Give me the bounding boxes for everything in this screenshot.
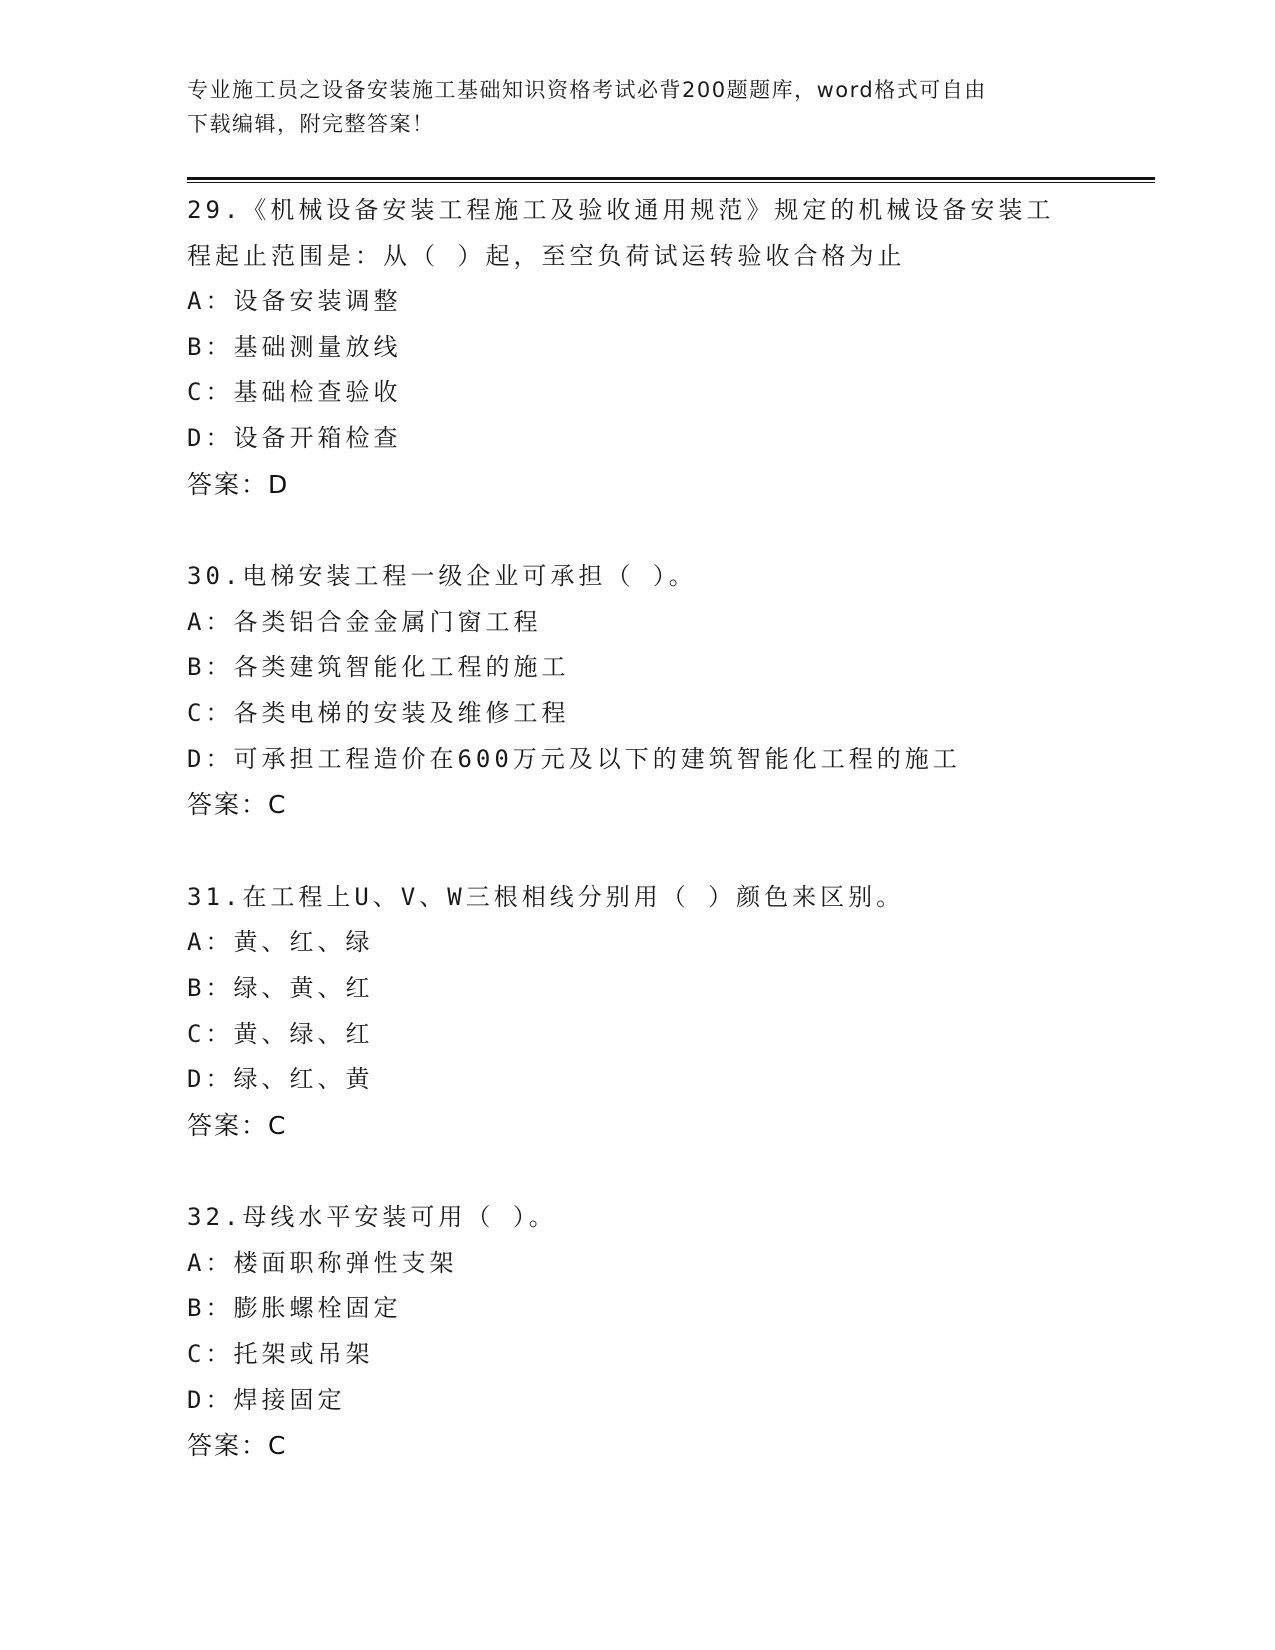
question-list bbox=[187, 188, 1087, 1516]
answer-value: C bbox=[268, 1110, 288, 1140]
answer-value: C bbox=[268, 1431, 288, 1461]
question-stem: 30.电梯安装工程一级企业可承担（ ）。 bbox=[187, 562, 697, 591]
header-line-2: 下载编辑，附完整答案！ bbox=[187, 112, 435, 136]
option-b: B：膨胀螺栓固定 bbox=[187, 1294, 402, 1323]
option-c: C：各类电梯的安装及维修工程 bbox=[187, 698, 570, 727]
option-c: C：黄、绿、红 bbox=[187, 1019, 374, 1048]
answer-label: 答案： bbox=[187, 1110, 269, 1140]
header-line-1: 专业施工员之设备安装施工基础知识资格考试必背200题题库，word格式可自由 bbox=[187, 78, 987, 102]
question-stem: 29.《机械设备安装工程施工及验收通用规范》规定的机械设备安装工 bbox=[187, 196, 1055, 224]
answer-line bbox=[187, 462, 1087, 508]
answer-label: 答案： bbox=[187, 1431, 269, 1461]
question-31 bbox=[187, 875, 1087, 1149]
option-b: B：基础测量放线 bbox=[187, 332, 402, 361]
answer-value: D bbox=[268, 469, 290, 499]
option-a: A：黄、红、绿 bbox=[187, 928, 374, 957]
option-b: B：各类建筑智能化工程的施工 bbox=[187, 653, 570, 682]
question-29 bbox=[187, 188, 1087, 507]
answer-label: 答案： bbox=[187, 469, 269, 499]
answer-line bbox=[187, 782, 1087, 828]
answer-value: C bbox=[268, 790, 288, 820]
option-d: D：绿、红、黄 bbox=[187, 1065, 374, 1094]
header-divider-thick bbox=[187, 177, 1155, 180]
answer-line bbox=[187, 1103, 1087, 1149]
question-stem: 32.母线水平安装可用（ ）。 bbox=[187, 1203, 557, 1232]
option-a: A：楼面职称弹性支架 bbox=[187, 1248, 458, 1277]
question-stem: 31.在工程上U、V、W三根相线分别用（ ）颜色来区别。 bbox=[187, 882, 905, 911]
document-header bbox=[187, 73, 1067, 141]
answer-label: 答案： bbox=[187, 790, 269, 820]
question-32 bbox=[187, 1195, 1087, 1469]
option-a: A：各类铝合金金属门窗工程 bbox=[187, 607, 542, 636]
question-stem-continued: 程起止范围是：从（ ）起，至空负荷试运转验收合格为止 bbox=[187, 241, 906, 270]
answer-line bbox=[187, 1423, 1087, 1469]
option-d: D：设备开箱检查 bbox=[187, 423, 402, 452]
option-c: C：托架或吊架 bbox=[187, 1340, 374, 1369]
header-divider-thin bbox=[187, 182, 1155, 183]
option-c: C：基础检查验收 bbox=[187, 378, 402, 407]
option-d: D：焊接固定 bbox=[187, 1385, 346, 1414]
option-b: B：绿、黄、红 bbox=[187, 973, 374, 1002]
option-a: A：设备安装调整 bbox=[187, 287, 402, 316]
option-d: D：可承担工程造价在600万元及以下的建筑智能化工程的施工 bbox=[187, 744, 961, 773]
question-30 bbox=[187, 554, 1087, 828]
